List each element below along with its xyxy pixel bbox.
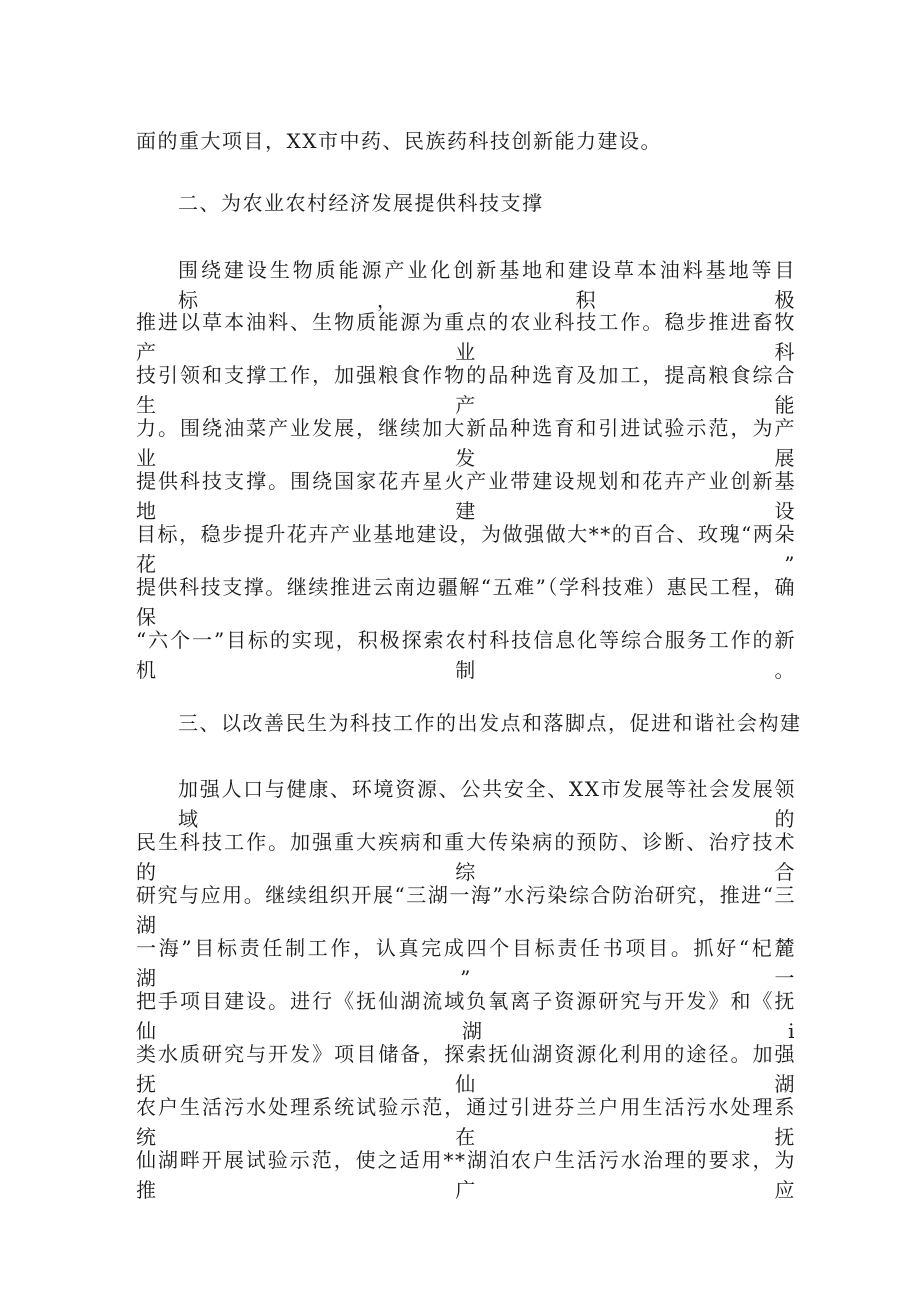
- paragraph-line: 仙湖畔开展试验示范，使之适用**湖泊农户生活污水治理的要求，为推广应: [136, 1148, 796, 1202]
- paragraph-line: 一海”目标责任制工作，认真完成四个目标责任书项目。抓好“杞麓湖”一: [136, 936, 796, 990]
- paragraph-line: 提供科技支撑。继续推进云南边疆解“五难”（学科技难）惠民工程，确保: [136, 575, 796, 629]
- paragraph-line: 面的重大项目，XX市中药、民族药科技创新能力建设。: [136, 129, 662, 153]
- paragraph-line: 技引领和支撑工作，加强粮食作物的品种选育及加工，提高粮食综合生产能: [136, 363, 796, 417]
- paragraph-line: “六个一”目标的实现，积极探索农村科技信息化等综合服务工作的新机制。: [136, 628, 796, 682]
- paragraph-line: 目标，稳步提升花卉产业基地建设，为做强做大**的百合、玫瑰“两朵花”: [136, 522, 796, 576]
- paragraph-line: 围绕建设生物质能源产业化创新基地和建设草本油料基地等目标，积极: [178, 258, 796, 312]
- paragraph-line: 农户生活污水处理系统试验示范，通过引进芬兰户用生活污水处理系统在抚: [136, 1095, 796, 1149]
- paragraph-line: 提供科技支撑。围绕国家花卉星火产业带建设规划和花卉产业创新基地建设: [136, 469, 796, 523]
- paragraph-line: 推进以草本油料、生物质能源为重点的农业科技工作。稳步推进畜牧产业科: [136, 310, 796, 364]
- paragraph-line: 研究与应用。继续组织开展“三湖一海”水污染综合防治研究，推进“三湖: [136, 883, 796, 937]
- section-heading-3: 三、以改善民生为科技工作的出发点和落脚点，促进和谐社会构建: [178, 711, 802, 735]
- paragraph-line: 力。围绕油菜产业发展，继续加大新品种选育和引进试验示范，为产业发展: [136, 416, 796, 470]
- paragraph-line: 把手项目建设。进行《抚仙湖流域负氧离子资源研究与开发》和《抚仙湖i: [136, 989, 796, 1043]
- section-heading-2: 二、为农业农村经济发展提供科技支撑: [178, 191, 544, 215]
- paragraph-line: 加强人口与健康、环境资源、公共安全、XX市发展等社会发展领域的: [178, 777, 796, 831]
- paragraph-line: 民生科技工作。加强重大疾病和重大传染病的预防、诊断、治疗技术的综合: [136, 830, 796, 884]
- paragraph-line: 类水质研究与开发》项目储备，探索抚仙湖资源化利用的途径。加强抚仙湖: [136, 1042, 796, 1096]
